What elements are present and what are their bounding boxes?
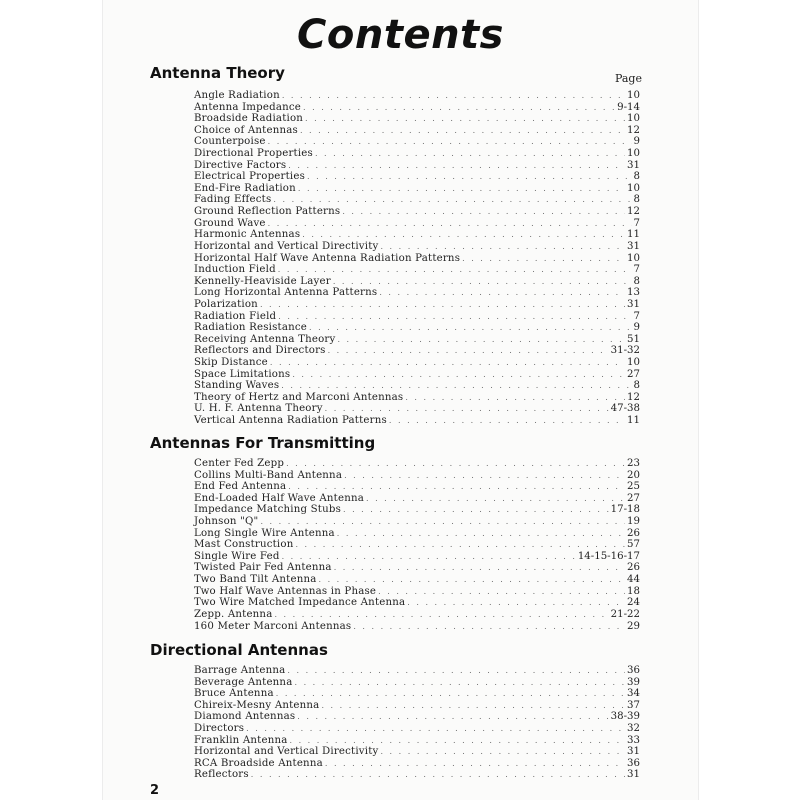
toc-entry-page: 31 [627, 159, 640, 171]
toc-entry-title: Theory of Hertz and Marconi Antennas [194, 391, 404, 403]
toc-entry [194, 700, 640, 712]
toc-entry-title: Induction Field [194, 264, 276, 276]
dot-leader [337, 334, 625, 346]
toc-entry-title: Johnson "Q" [194, 516, 259, 528]
toc-entry-page: 27 [627, 492, 640, 504]
toc-entry-title: Broadside Radiation [194, 113, 304, 125]
toc-entry [194, 769, 640, 781]
dot-leader [325, 758, 625, 770]
dot-leader [309, 322, 632, 334]
toc-entry-page: 31 [627, 240, 640, 252]
toc-entry [194, 688, 640, 700]
toc-entry-page: 7 [633, 217, 640, 229]
toc-entry-page: 39 [627, 676, 640, 688]
entry-list [150, 90, 640, 427]
dot-leader [281, 380, 631, 392]
toc-entry-title: Electrical Properties [194, 171, 306, 183]
toc-entry-page: 36 [627, 665, 640, 676]
dot-leader [251, 769, 625, 781]
toc-entry [194, 229, 640, 241]
toc-entry-page: 25 [627, 481, 640, 493]
dot-leader [292, 369, 625, 381]
toc-entry-title: Single Wire Fed [194, 550, 280, 562]
toc-entry-title: RCA Broadside Antenna [194, 757, 323, 769]
toc-entry-page: 10 [627, 113, 640, 125]
toc-entry-page: 51 [627, 333, 640, 345]
toc-entry [194, 470, 640, 482]
toc-entry-page: 17-18 [610, 504, 640, 516]
dot-leader [319, 574, 626, 586]
dot-leader [278, 311, 631, 323]
section-antennas-for-transmitting [150, 434, 640, 632]
toc-entry-title: Center Fed Zepp [194, 458, 285, 469]
toc-entry-page: 12 [627, 206, 640, 218]
toc-entry [194, 299, 640, 311]
toc-entry [194, 160, 640, 172]
toc-entry [194, 746, 640, 758]
dot-leader [389, 415, 625, 427]
toc-entry-page: 10 [627, 148, 640, 160]
toc-entry-title: Two Band Tilt Antenna [194, 574, 317, 586]
toc-entry [194, 665, 640, 677]
toc-entry-page: 10 [627, 357, 640, 369]
toc-entry-page: 37 [627, 699, 640, 711]
dot-leader [303, 102, 615, 114]
toc-entry-title: Kennelly-Heaviside Layer [194, 275, 331, 287]
dot-leader [462, 253, 625, 265]
toc-entry [194, 621, 640, 633]
toc-entry [194, 516, 640, 528]
toc-entry [194, 481, 640, 493]
toc-entry-page: 23 [627, 458, 640, 469]
toc-entry [194, 392, 640, 404]
toc-entry-page: 9-14 [617, 101, 640, 113]
toc-entry-title: Bruce Antenna [194, 688, 274, 700]
section-heading: Directional Antennas [150, 641, 328, 659]
dot-leader [290, 735, 626, 747]
toc-entry-title: Chireix-Mesny Antenna [194, 699, 320, 711]
toc-entry-title: Long Single Wire Antenna [194, 527, 335, 539]
toc-entry-title: Directive Factors [194, 159, 287, 171]
toc-entry-page: 11 [627, 415, 640, 427]
dot-leader [268, 218, 632, 230]
dot-leader [343, 504, 609, 516]
toc-entry-page: 11 [627, 229, 640, 241]
toc-entry [194, 264, 640, 276]
toc-entry-page: 19 [627, 516, 640, 528]
dot-leader [333, 276, 632, 288]
toc-entry [194, 539, 640, 551]
toc-entry [194, 357, 640, 369]
toc-entry-page: 47-38 [610, 403, 640, 415]
toc-entry-title: 160 Meter Marconi Antennas [194, 620, 352, 632]
toc-entry-page: 12 [627, 124, 640, 136]
toc-entry-title: Directors [194, 723, 245, 735]
toc-entry-page: 9 [633, 136, 640, 148]
toc-entry-page: 32 [627, 723, 640, 735]
dot-leader [246, 723, 625, 735]
toc-entry [194, 334, 640, 346]
toc-entry-title: Ground Wave [194, 217, 266, 229]
toc-entry [194, 504, 640, 516]
toc-entry-page: 26 [627, 562, 640, 574]
toc-entry-page: 31-32 [610, 345, 640, 357]
toc-entry-title: Beverage Antenna [194, 676, 293, 688]
dot-leader [321, 700, 625, 712]
toc-entry [194, 723, 640, 735]
toc-entry-title: Barrage Antenna [194, 665, 286, 676]
toc-entry-page: 9 [633, 322, 640, 334]
toc-entry-page: 31 [627, 298, 640, 310]
toc-entry-page: 34 [627, 688, 640, 700]
toc-entry [194, 458, 640, 470]
dot-leader [305, 113, 625, 125]
dot-leader [287, 665, 625, 677]
toc-entry-title: Mast Construction [194, 539, 294, 551]
toc-entry [194, 415, 640, 427]
toc-entry [194, 287, 640, 299]
toc-entry [194, 369, 640, 381]
toc-entry [194, 90, 640, 102]
toc-entry [194, 380, 640, 392]
toc-entry-title: Impedance Matching Stubs [194, 504, 341, 516]
dot-leader [282, 90, 625, 102]
toc-entry-page: 8 [633, 275, 640, 287]
toc-entry-page: 44 [627, 574, 640, 586]
toc-entry [194, 276, 640, 288]
toc-entry-page: 12 [627, 391, 640, 403]
toc-entry [194, 102, 640, 114]
toc-entry-title: Harmonic Antennas [194, 229, 301, 241]
dot-leader [300, 125, 625, 137]
toc-entry [194, 194, 640, 206]
toc-entry-title: Reflectors and Directors [194, 345, 326, 357]
toc-entry [194, 586, 640, 598]
toc-entry [194, 677, 640, 689]
entry-list [150, 458, 640, 632]
dot-leader [260, 516, 625, 528]
dot-leader [334, 562, 625, 574]
dot-leader [295, 539, 625, 551]
toc-entry-page: 29 [627, 620, 640, 632]
dot-leader [298, 183, 625, 195]
toc-entry [194, 403, 640, 415]
dot-leader [380, 241, 625, 253]
dot-leader [342, 206, 625, 218]
toc-entry-title: Diamond Antennas [194, 711, 296, 723]
toc-entry-page: 13 [627, 287, 640, 299]
toc-entry-title: Zepp. Antenna [194, 608, 273, 620]
toc-entry [194, 218, 640, 230]
toc-entry-title: Long Horizontal Antenna Patterns [194, 287, 378, 299]
dot-leader [337, 528, 625, 540]
dot-leader [274, 609, 608, 621]
dot-leader [288, 160, 625, 172]
dot-leader [294, 677, 625, 689]
toc-entry [194, 241, 640, 253]
toc-entry [194, 711, 640, 723]
toc-entry-page: 21-22 [610, 608, 640, 620]
toc-entry-page: 14-15-16-17 [577, 550, 640, 562]
toc-entry-title: Collins Multi-Band Antenna [194, 469, 343, 481]
toc-entry-title: Ground Reflection Patterns [194, 206, 341, 218]
toc-entry [194, 562, 640, 574]
dot-leader [278, 264, 632, 276]
toc-entry-page: 10 [627, 90, 640, 101]
dot-leader [315, 148, 625, 160]
dot-leader [288, 481, 625, 493]
toc-entry [194, 597, 640, 609]
toc-entry-page: 7 [633, 310, 640, 322]
toc-entry [194, 758, 640, 770]
toc-entry [194, 183, 640, 195]
toc-entry-page: 26 [627, 527, 640, 539]
dot-leader [405, 392, 625, 404]
dot-leader [366, 493, 625, 505]
toc-entry-title: Angle Radiation [194, 90, 280, 101]
toc-entry-page: 18 [627, 585, 640, 597]
toc-entry-title: Radiation Resistance [194, 322, 307, 334]
section-heading: Antenna Theory [150, 64, 285, 82]
dot-leader [328, 345, 609, 357]
toc-entry-title: End-Fire Radiation [194, 182, 296, 194]
toc-entry [194, 551, 640, 563]
toc-entry-title: Skip Distance [194, 357, 268, 369]
dot-leader [407, 597, 625, 609]
document-page [103, 0, 698, 800]
toc-entry [194, 125, 640, 137]
toc-entry-page: 8 [633, 194, 640, 206]
toc-entry-page: 8 [633, 171, 640, 183]
toc-entry-title: Receiving Antenna Theory [194, 333, 336, 345]
dot-leader [380, 746, 625, 758]
toc-entry [194, 171, 640, 183]
toc-entry-page: 33 [627, 734, 640, 746]
toc-entry-page: 36 [627, 757, 640, 769]
section-antenna-theory [150, 64, 640, 427]
page-number: 2 [150, 783, 160, 798]
toc-entry-title: Twisted Pair Fed Antenna [194, 562, 332, 574]
toc-entry-page: 10 [627, 252, 640, 264]
toc-entry-title: Horizontal and Vertical Directivity [194, 240, 379, 252]
toc-entry-page: 10 [627, 182, 640, 194]
dot-leader [302, 229, 625, 241]
toc-entry [194, 493, 640, 505]
page-title: Contents [297, 12, 504, 58]
toc-entry-title: Counterpoise [194, 136, 266, 148]
toc-entry-title: Reflectors [194, 769, 249, 781]
section-heading: Antennas For Transmitting [150, 434, 376, 452]
toc-entry-page: 27 [627, 368, 640, 380]
toc-entry-page: 38-39 [610, 711, 640, 723]
toc-entry-title: Choice of Antennas [194, 124, 298, 136]
toc-entry [194, 345, 640, 357]
page-column-label: Page [614, 72, 642, 85]
toc-entry-title: Two Half Wave Antennas in Phase [194, 585, 377, 597]
toc-entry-page: 20 [627, 469, 640, 481]
dot-leader [270, 357, 625, 369]
toc-entry [194, 113, 640, 125]
toc-entry-title: Horizontal Half Wave Antenna Radiation Patterns [194, 252, 461, 264]
toc-entry-title: Directional Properties [194, 148, 313, 160]
toc-entry [194, 206, 640, 218]
toc-entry-title: Franklin Antenna [194, 734, 288, 746]
toc-entry-title: Horizontal and Vertical Directivity [194, 746, 379, 758]
dot-leader [344, 470, 625, 482]
toc-entry-page: 57 [627, 539, 640, 551]
toc-entry [194, 311, 640, 323]
dot-leader [282, 551, 576, 563]
toc-entry [194, 322, 640, 334]
dot-leader [268, 136, 632, 148]
section-directional-antennas [150, 641, 640, 781]
dot-leader [379, 287, 625, 299]
dot-leader [353, 621, 625, 633]
toc-entry-title: Fading Effects [194, 194, 272, 206]
dot-leader [260, 299, 625, 311]
toc-entry-title: Antenna Impedance [194, 101, 302, 113]
toc-entry [194, 574, 640, 586]
dot-leader [307, 171, 632, 183]
toc-entry-page: 31 [627, 746, 640, 758]
toc-entry-title: U. H. F. Antenna Theory [194, 403, 323, 415]
toc-entry-title: Space Limitations [194, 368, 291, 380]
dot-leader [273, 194, 631, 206]
toc-entry [194, 148, 640, 160]
toc-entry-title: Two Wire Matched Impedance Antenna [194, 597, 406, 609]
toc-entry-title: Polarization [194, 298, 258, 310]
dot-leader [286, 458, 625, 470]
toc-entry-page: 24 [627, 597, 640, 609]
toc-entry-page: 31 [627, 769, 640, 781]
toc-entry-title: Vertical Antenna Radiation Patterns [194, 415, 387, 427]
toc-entry-title: Standing Waves [194, 380, 280, 392]
entry-list [150, 665, 640, 781]
dot-leader [297, 711, 608, 723]
toc-entry [194, 528, 640, 540]
toc-entry [194, 735, 640, 747]
toc-entry-page: 8 [633, 380, 640, 392]
toc-entry-page: 7 [633, 264, 640, 276]
dot-leader [276, 688, 625, 700]
toc-entry [194, 136, 640, 148]
toc-entry-title: End-Loaded Half Wave Antenna [194, 492, 364, 504]
toc-entry [194, 253, 640, 265]
dot-leader [378, 586, 625, 598]
toc-entry-title: End Fed Antenna [194, 481, 287, 493]
toc-entry-title: Radiation Field [194, 310, 277, 322]
toc-entry [194, 609, 640, 621]
dot-leader [325, 403, 609, 415]
